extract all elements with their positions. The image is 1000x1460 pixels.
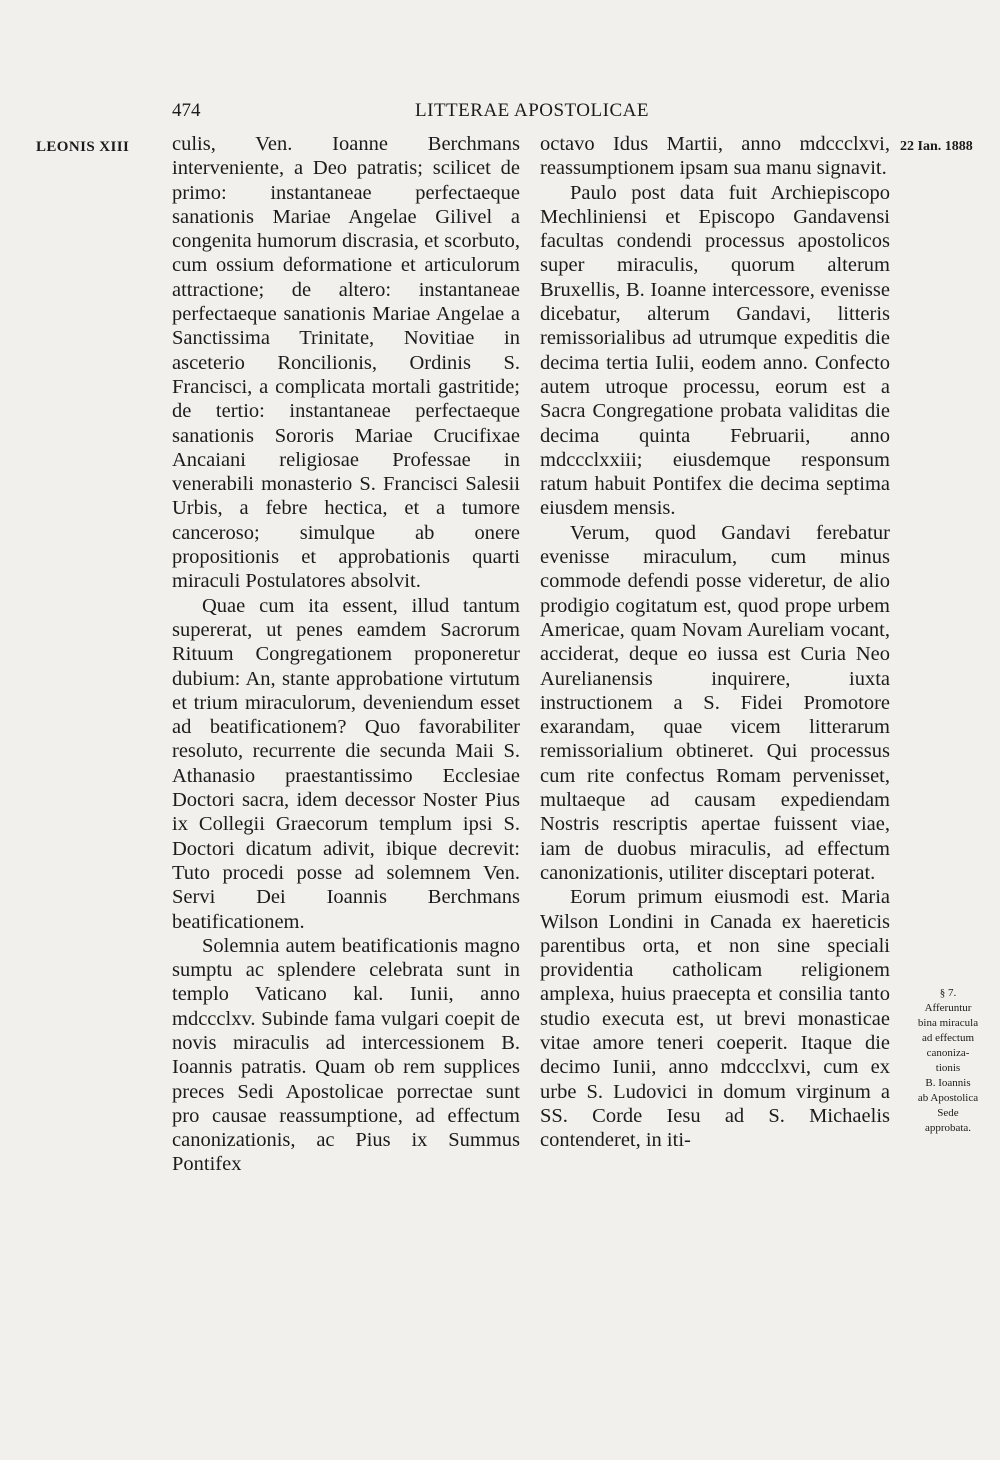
- margin-note-line: ad effectum: [921, 1032, 975, 1044]
- margin-date: 22 Ian. 1888: [900, 139, 973, 154]
- margin-note-line: Sede: [937, 1107, 959, 1119]
- margin-note-line: § 7.: [939, 987, 957, 999]
- paragraph: culis, Ven. Ioanne Berchmans interveniente, a Deo patratis; scilicet de primo: instantaneae perfectaeque sanationis Mariae Angelae Gilivel a congenita humorum discrasia, et scorbuto, cum ossium deformatione et articulorum attractione; de altero: instantaneae perfectaeque sanationis Mariae Angelae a Sanctissima Trinitate, Novitiae in asceterio Roncilionis, Ordinis S. Francisci, a complicata mortali gastritide; de tertio: instantaneae perfectaeque sanationis Sororis Mariae Crucifixae Ancaiani religiosae Professae in venerabili monasterio S. Francisci Salesii Urbis, a febre hectica, et a tumore canceroso; simulque ab onere propositionis et approbationis quarti miraculi Postulatores absolvit.: [172, 133, 520, 593]
- paragraph: Solemnia autem beatificationis magno sumptu ac splendere celebrata sunt in templo Vaticano kal. Iunii, anno mdccclxv. Subinde fama vulgari coepit de novis miraculis ad intercessionem B. Ioannis patratis. Quam ob rem supplices preces Sedi Apostolicae porrectae sunt pro causae reassumptione, ad effectum canonizationis, ac Pius ix Summus Pontifex: [172, 934, 520, 1176]
- page-header: [172, 100, 892, 126]
- margin-note-line: canoniza-: [926, 1047, 970, 1059]
- margin-note-line: bina miracula: [917, 1017, 979, 1029]
- margin-note: [902, 986, 994, 1136]
- page-number: 474: [172, 100, 201, 121]
- margin-note-line: ab Apostolica: [917, 1092, 979, 1104]
- paragraph: Paulo post data fuit Archiepiscopo Mechliniensi et Episcopo Gandavensi facultas condendi processus apostolicos super miraculis, quorum alterum Bruxellis, B. Ioanne intercessore, evenisse dicebatur, alterum Gandavi, litteris remissorialibus ad utrumque expeditis die decima tertia Iulii, eodem anno. Confecto autem utroque processu, eorum est a Sacra Congregatione probata validitas die decima quinta Februarii, anno mdccclxxiii; eiusdemque responsum ratum habuit Pontifex die decima septima eiusdem mensis.: [540, 181, 890, 520]
- paragraph: Quae cum ita essent, illud tantum supererat, ut penes eamdem Sacrorum Rituum Congregationem proponeretur dubium: An, stante approbatione virtutum et trium miraculorum, deveniendum esset ad beatificationem? Quo favorabiliter resoluto, recurrente die secunda Maii S. Athanasio praestantissimo Ecclesiae Doctori sacra, idem decessor Noster Pius ix Collegii Graecorum templum ipsi S. Doctori dicatum adivit, ibique decrevit: Tuto procedi posse ad solemnem Ven. Servi Dei Ioannis Berchmans beatificationem.: [172, 594, 520, 933]
- margin-note-line: B. Ioannis: [925, 1077, 971, 1089]
- paragraph: octavo Idus Martii, anno mdccclxvi, reassumptionem ipsam sua manu signavit.: [540, 133, 890, 180]
- right-column: [540, 132, 890, 1152]
- running-title: LITTERAE APOSTOLICAE: [415, 100, 649, 121]
- margin-pope-label: LEONIS XIII: [36, 139, 130, 155]
- left-column: [172, 132, 520, 1177]
- margin-note-line: Afferuntur: [924, 1002, 972, 1014]
- margin-note-line: approbata.: [924, 1122, 972, 1134]
- paragraph: Eorum primum eiusmodi est. Maria Wilson Londini in Canada ex haereticis parentibus orta, et non sine speciali providentia catholicam religionem amplexa, huius praecepta et consilia tanto studio executa est, ut brevi monasticae vitae amore teneri coeperit. Itaque die decimo Iunii, anno mdccclxvi, cum ex urbe S. Ludovici in domum virginum a SS. Corde Iesu ad S. Michaelis contenderet, in iti-: [540, 886, 890, 1152]
- paragraph: Verum, quod Gandavi ferebatur evenisse miraculum, cum minus commode defendi posse videretur, de alio prodigio cogitatum est, quod prope urbem Americae, quam Novam Aureliam vocant, acciderat, deque eo iussa est Curia Neo Aurelianensis inquirere, iuxta instructionem a S. Fidei Promotore exarandam, quae vicem litterarum remissorialium obtineret. Qui processus cum rite confectus Romam pervenisset, multaeque ad causam expediendam Nostris rescriptis apertae fuissent viae, iam de duobus miraculis, ad effectum canonizationis, utiliter disceptari poterat.: [540, 521, 890, 884]
- margin-note-line: tionis: [935, 1062, 961, 1074]
